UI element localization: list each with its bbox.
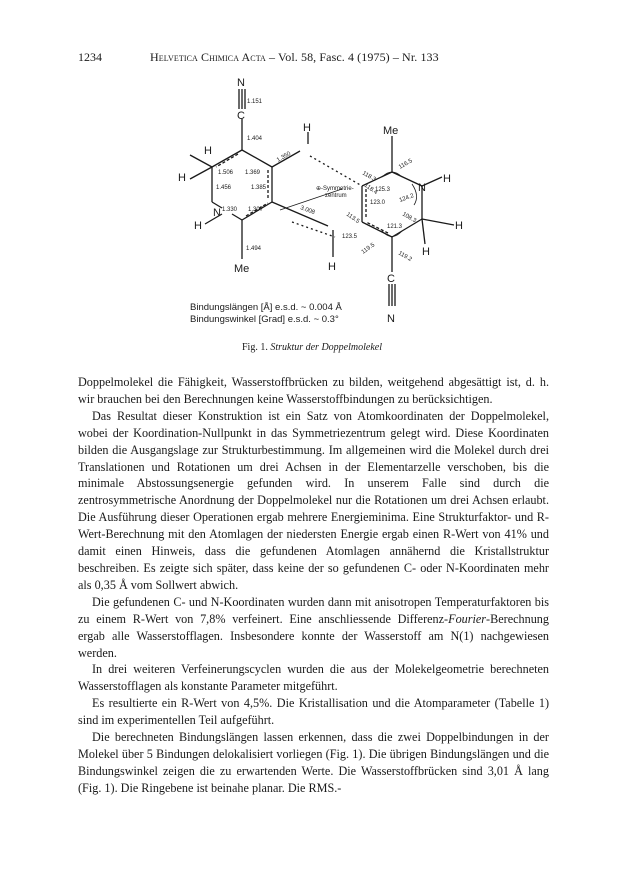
paragraph-1: Doppelmolekel die Fähigkeit, Wasserstoffbrücken zu bilden, weitgehend abgesättigt ist, d. h. wir brauchen bei den Berechnungen keine Wasserstoffbindungen zu berücksichtigen. (78, 375, 549, 406)
angle-1183: 118.3 (361, 170, 377, 184)
angle-1184: 118.4 (362, 182, 379, 196)
figure-caption (0, 342, 624, 353)
figure-structure (150, 74, 480, 334)
figure-legend (190, 302, 343, 325)
atom-n-left: N (213, 207, 221, 219)
caption-title: Struktur der Doppelmolekel (270, 342, 382, 353)
bond-1350: 1.350 (276, 151, 293, 164)
atom-h-bottom-mid: H (328, 261, 336, 273)
bond-1253: 125.3 (375, 187, 391, 193)
journal-line (150, 50, 439, 65)
atom-h-n-right: H (443, 173, 451, 185)
bond-1235: 123.5 (342, 234, 358, 240)
bonds (190, 89, 454, 306)
paragraph-3 (78, 594, 549, 662)
atom-n-top: N (237, 77, 245, 89)
bond-c-ring-top: 1.404 (247, 136, 263, 142)
bond-1213: 121.3 (387, 224, 403, 230)
angle-1083: 108.3 (401, 211, 418, 225)
bond-values (216, 99, 418, 263)
paragraph-5: Es resultierte ein R-Wert von 4,5%. Die Kristallisation und die Atomparameter (Tabelle 1) sind im experimentellen Teil aufgeführt. (78, 696, 549, 728)
symmetry-label-1: ⊕-Symmetrie- (316, 186, 354, 192)
paragraph-3-b: -Berechnung ergab alle Wasserstofflagen. Insbesondere konnte der Wasserstoff am N(1) nachgewiesen werden. (78, 611, 549, 660)
angle-1192: 119.2 (397, 250, 413, 264)
paragraph-3-a: Die gefundenen C- und N-Koordinaten wurden dann mit anisotropen Temperaturfaktoren bis zu einem R-Wert von 7,8% verfeinert. Eine anschliessende Differenz- (78, 594, 549, 626)
journal-name: Helvetica Chimica Acta (150, 50, 266, 64)
bond-1330: 1.330 (222, 207, 238, 213)
atom-h-right: H (455, 220, 463, 232)
atom-n-right: N (418, 182, 426, 194)
bond-1369: 1.369 (245, 170, 261, 176)
body-text (78, 374, 549, 797)
bond-3008: 3.008 (299, 205, 316, 217)
paragraph-2: Das Resultat dieser Konstruktion ist ein Satz von Atomkoordinaten der Doppelmolekel, wobei der Koordination-Nullpunkt in das Symmetriezentrum gelegt wird. Diese Koordinaten bilden die Ausgangslage zur Strukturbestimmung. Im allgemeinen wird die Molekel durch drei Translationen und Rotationen um drei Achsen in der Elementarzelle verschoben, bis die minimale Abstossungsenergie gefunden wird. In unserem Falle sind durch die zentrosymmetrische Anordnung der Doppelmolekel nur die Rotationen um drei Achsen erlaubt. Die Ausführung dieser Operationen ergab mehrere Energieminima. Eine Strukturfaktor- und R-Wert-Berechnung mit den Atomlagen der niedersten Energie ergab einen R-Wert von 41% und damit einen Hinweis, dass die gefundenen Atomlagen annähernd die Kristallstruktur beschreiben. Es zeigte sich später, dass keine der so gefundenen C- oder N-Koordinaten mehr als 0,35 Å vom Sollwert abwich. (78, 408, 549, 592)
angle-1242: 124.2 (398, 193, 415, 204)
bond-1385: 1.385 (251, 185, 267, 191)
atom-h-right-low: H (422, 246, 430, 258)
caption-prefix: Fig. 1. (242, 342, 271, 353)
fourier-term: Fourier (448, 611, 487, 626)
bond-1494: 1.494 (246, 246, 262, 252)
symmetry-label-2: zentrum (325, 193, 347, 199)
atom-n-bottom: N (387, 313, 395, 325)
bond-1456: 1.456 (216, 185, 232, 191)
molecule-diagram (150, 74, 480, 334)
atom-c-bottom: C (387, 273, 395, 285)
atom-h-left-up: H (204, 145, 212, 157)
paragraph-6: Die berechneten Bindungslängen lassen erkennen, dass die zwei Doppelbindungen in der Molekel über 5 Bindungen delokalisiert vorliegen (Fig. 1). Die übrigen Bindungslängen und die Bindungswinkel zeigen die zu erwartenden Werte. Die Wasserstoffbrücken sind 3,01 Å lang (Fig. 1). Die Ringebene ist beinahe planar. Die RMS.- (78, 730, 549, 795)
atom-h-left: H (178, 172, 186, 184)
angle-1195: 119.5 (360, 242, 377, 256)
bond-1230: 123.0 (370, 200, 386, 206)
atom-me-top-right: Me (383, 125, 399, 137)
paragraph-4: In drei weiteren Verfeinerungscyclen wurden die aus der Molekelgeometrie berechneten Wasserstofflagen als konstante Parameter mitgeführt. (78, 662, 549, 694)
journal-issue: – Vol. 58, Fasc. 4 (1975) – Nr. 133 (265, 50, 439, 64)
bond-cn-top: 1.151 (247, 99, 263, 105)
atom-me-bottom-left: Me (234, 263, 250, 275)
angle-1165: 116.5 (398, 158, 414, 171)
page-number: 1234 (78, 50, 102, 64)
atom-c-top: C (237, 110, 245, 122)
atom-h-top-mid: H (303, 122, 311, 134)
atom-labels (178, 77, 463, 325)
legend-bond-angles: Bindungswinkel [Grad] e.s.d. ~ 0.3° (190, 314, 339, 325)
legend-bond-lengths: Bindungslängen [Å] e.s.d. ~ 0.004 Å (190, 302, 342, 313)
angle-1135: 113.5 (344, 211, 361, 225)
bond-1506: 1.506 (218, 170, 234, 176)
atom-h-n-left: H (194, 220, 202, 232)
bond-1307: 1.307 (248, 207, 264, 213)
